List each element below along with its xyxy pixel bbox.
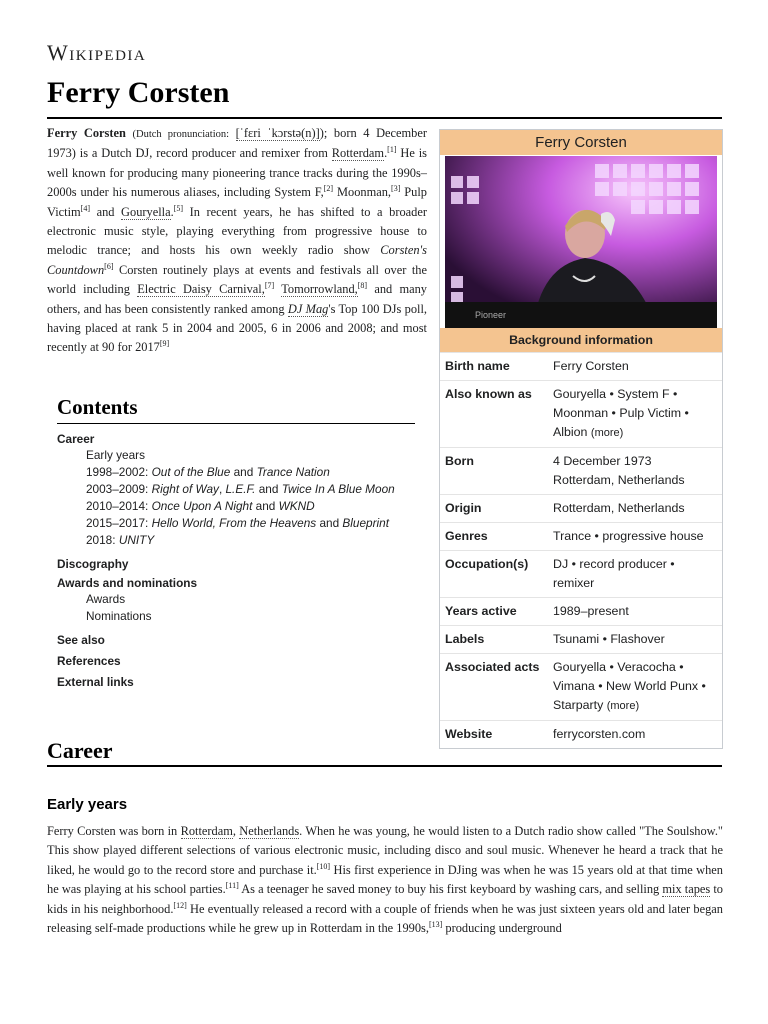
- mix-tapes-link[interactable]: mix tapes: [662, 882, 711, 897]
- toc-item-career[interactable]: Career: [57, 432, 95, 446]
- infobox-row-years-active: Years active 1989–present: [440, 597, 722, 625]
- ref-5[interactable]: [5]: [173, 203, 184, 213]
- artist-photo[interactable]: [445, 156, 717, 328]
- edc-link[interactable]: Electric Daisy Carnival,: [137, 282, 265, 297]
- page-title: Ferry Corsten: [47, 76, 230, 109]
- infobox-row-genres: Genres Trance • progressive house: [440, 522, 722, 550]
- toc-item-awards-nominations[interactable]: Awards and nominations: [57, 576, 198, 590]
- infobox-title: Ferry Corsten: [440, 130, 722, 155]
- toc-item-external-links[interactable]: External links: [57, 675, 134, 689]
- ref-13[interactable]: [13]: [428, 919, 443, 929]
- toc-item-2015-2017[interactable]: 2015–2017: Hello World, From the Heavens and Blueprint: [86, 516, 389, 530]
- toc-item-early-years[interactable]: Early years: [86, 448, 146, 462]
- ref-11[interactable]: [11]: [225, 881, 239, 891]
- subject-name: Ferry Corsten: [47, 126, 126, 140]
- wikipedia-wordmark: Wikipedia: [47, 40, 147, 65]
- ref-7[interactable]: [7]: [264, 281, 275, 291]
- infobox-row-associated-acts: Associated acts Gouryella • Veracocha • Vimana • New World Punx • Starparty (more): [440, 653, 722, 720]
- infobox-row-labels: Labels Tsunami • Flashover: [440, 625, 722, 653]
- gouryella-link[interactable]: Gouryella: [121, 204, 171, 219]
- toc-title: Contents: [57, 395, 415, 424]
- early-years-paragraph: Ferry Corsten was born in Rotterdam, Netherlands. When he was young, he would listen to a Dutch radio show called "The Soulshow." This show played different selections of various electronic music, including disco and soul music. Whenever he heard a track that he liked, he would go to the record store and purchase it.[10] His first experience in DJing was when he was 15 years old at that time when he was playing at his school parties.[11] As a teenager he saved money to buy his first keyboard by washing cars, and selling mix tapes to kids in his neighborhood.[12] He eventually released a record with a couple of friends when he was just sixteen years old and later began releasing self-made productions while he grew up in Rotterdam in the 1990s,[13] producing underground: [47, 824, 723, 936]
- toc-item-references[interactable]: References: [57, 654, 121, 668]
- infobox-row-born: Born 4 December 1973 Rotterdam, Netherlands: [440, 447, 722, 494]
- ref-3[interactable]: [3]: [391, 184, 401, 194]
- svg-text:Pioneer: Pioneer: [475, 310, 507, 320]
- ref-12[interactable]: [12]: [173, 900, 187, 910]
- rotterdam-link-2[interactable]: Rotterdam: [180, 824, 233, 838]
- ref-9[interactable]: [9]: [159, 339, 170, 349]
- acts-more-link[interactable]: (more): [606, 700, 640, 712]
- ref-6[interactable]: [6]: [104, 261, 114, 271]
- artist-photo-illustration: [445, 156, 717, 328]
- infobox-row-occupations: Occupation(s) DJ • record producer • remixer: [440, 550, 722, 597]
- title-divider: [47, 117, 722, 119]
- ref-8[interactable]: [8]: [357, 281, 368, 291]
- website-link[interactable]: ferrycorsten.com: [553, 727, 646, 741]
- intro-paragraph: Ferry Corsten (Dutch pronunciation: [ˈfɛri ˈkɔrstə(n)]); born 4 December 1973) is a Dutch DJ, record producer and remixer from Rotterdam.[1] He is well known for producing many pioneering trance tracks during the 1990s–2000s under his numerous aliases, including System F,[2] Moonman,[3] Pulp Victim[4] and Gouryella.[5] In recent years, he has shifted to a broader electronic music style, playing everything from progressive house to melodic trance; and hosts his own weekly radio show Corsten's Countdown[6] Corsten routinely plays at events and festivals all over the world including Electric Daisy Carnival,[7] Tomorrowland,[8] and many others, and has been consistently ranked among DJ Mag's Top 100 DJs poll, having placed at rank 5 in 2004 and 2005, 6 in 2006 and 2008; and most recently at 90 for 2017[9]: [47, 126, 427, 355]
- infobox-row-origin: Origin Rotterdam, Netherlands: [440, 494, 722, 522]
- toc-item-awards[interactable]: Awards: [86, 592, 126, 606]
- table-of-contents: [57, 395, 415, 693]
- tomorrowland-link[interactable]: Tomorrowland,: [281, 282, 358, 297]
- toc-item-1998-2002[interactable]: 1998–2002: Out of the Blue and Trance Nation: [86, 465, 330, 479]
- infobox-section-header: Background information: [440, 328, 722, 352]
- ref-4[interactable]: [4]: [80, 203, 90, 213]
- section-divider: [47, 765, 722, 767]
- infobox: [439, 129, 723, 749]
- infobox-row-aliases: Also known as Gouryella • System F • Moonman • Pulp Victim • Albion (more): [440, 380, 722, 447]
- subsection-heading-early-years: Early years: [47, 796, 128, 813]
- netherlands-link[interactable]: Netherlands: [239, 824, 300, 838]
- toc-item-2010-2014[interactable]: 2010–2014: Once Upon A Night and WKND: [86, 499, 315, 513]
- toc-item-nominations[interactable]: Nominations: [86, 609, 152, 623]
- ref-1[interactable]: [1]: [387, 145, 397, 155]
- toc-item-2003-2009[interactable]: 2003–2009: Right of Way, L.E.F. and Twice In A Blue Moon: [86, 482, 395, 496]
- ipa-link[interactable]: [ˈfɛri ˈkɔrstə(n)]: [235, 126, 320, 140]
- toc-item-see-also[interactable]: See also: [57, 633, 105, 647]
- djmag-link[interactable]: DJ Mag: [287, 301, 329, 316]
- toc-item-2018[interactable]: 2018: UNITY: [86, 533, 155, 547]
- section-heading-career: Career: [47, 738, 113, 763]
- toc-item-discography[interactable]: Discography: [57, 557, 129, 571]
- aliases-more-link[interactable]: (more): [590, 427, 624, 439]
- infobox-row-birth-name: Birth name Ferry Corsten: [440, 352, 722, 380]
- ref-2[interactable]: [2]: [323, 184, 334, 194]
- infobox-row-website: Website ferrycorsten.com: [440, 720, 722, 748]
- ref-10[interactable]: [10]: [316, 861, 331, 871]
- rotterdam-link[interactable]: Rotterdam: [331, 146, 385, 161]
